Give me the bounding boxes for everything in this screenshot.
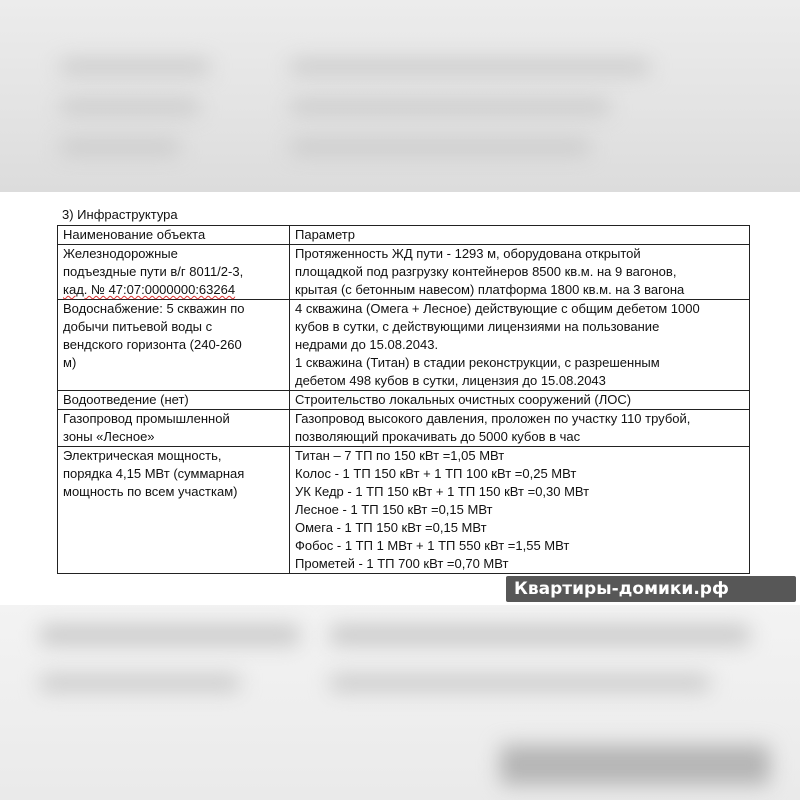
row-name: Водоотведение (нет) xyxy=(58,391,290,410)
row-name: Железнодорожные подъездные пути в/г 8011/2-3, кад. № 47:07:0000000:63264 xyxy=(58,245,290,300)
infrastructure-table xyxy=(57,225,750,574)
table-header-row xyxy=(58,226,750,245)
row-param: 4 скважина (Омега + Лесное) действующие с общим дебетом 1000 кубов в сутки, с действующими лицензиями на пользование недрами до 15.08.2043. 1 скважина (Титан) в стадии реконструкции, с разрешенным дебетом 498 кубов в сутки, лицензия до 15.08.2043 xyxy=(290,300,750,391)
row-param: Протяженность ЖД пути - 1293 м, оборудована открытой площадкой под разгрузку контейнеров 8500 кв.м. на 9 вагонов, крытая (с бетонным навесом) платформа 1800 кв.м. на 3 вагона xyxy=(290,245,750,300)
blurred-background-bottom xyxy=(0,605,800,800)
row-param: Газопровод высокого давления, проложен по участку 110 трубой, позволяющий прокачивать до 5000 кубов в час xyxy=(290,410,750,447)
header-col-parameter: Параметр xyxy=(290,226,750,245)
site-watermark: Квартиры-домики.рф xyxy=(506,576,796,602)
row-param: Титан – 7 ТП по 150 кВт =1,05 МВт Колос - 1 ТП 150 кВт + 1 ТП 100 кВт =0,25 МВт УК Кедр - 1 ТП 150 кВт + 1 ТП 150 кВт =0,30 МВт Лесное - 1 ТП 150 кВт =0,15 МВт Омега - 1 ТП 150 кВт =0,15 МВт Фобос - 1 ТП 1 МВт + 1 ТП 550 кВт =1,55 МВт Прометей - 1 ТП 700 кВт =0,70 МВт xyxy=(290,447,750,574)
table-row-drainage xyxy=(58,391,750,410)
table-row-gas-pipeline xyxy=(58,410,750,447)
blurred-background-top xyxy=(0,0,800,192)
table-row-railway xyxy=(58,245,750,300)
row-param: Строительство локальных очистных сооружений (ЛОС) xyxy=(290,391,750,410)
row-name: Водоснабжение: 5 скважин по добычи питьевой воды с вендского горизонта (240-260 м) xyxy=(58,300,290,391)
section-title: 3) Инфраструктура xyxy=(62,207,178,222)
header-col-object: Наименование объекта xyxy=(58,226,290,245)
table-row-electric-power xyxy=(58,447,750,574)
table-row-water-supply xyxy=(58,300,750,391)
row-name: Газопровод промышленной зоны «Лесное» xyxy=(58,410,290,447)
row-name: Электрическая мощность, порядка 4,15 МВт (суммарная мощность по всем участкам) xyxy=(58,447,290,574)
